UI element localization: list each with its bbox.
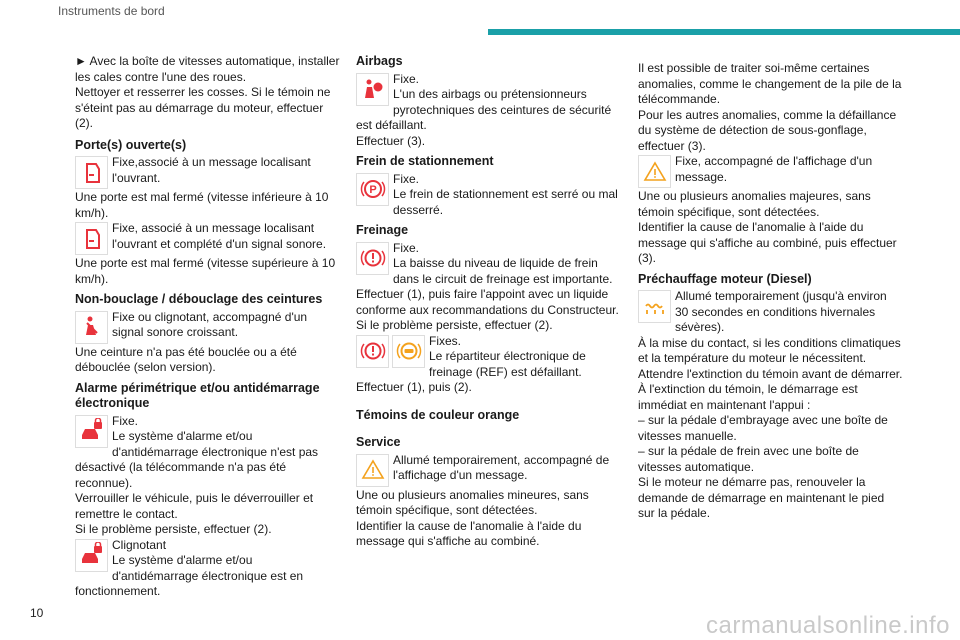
- doors-item-a: Fixe,associé à un message localisant l'ouvrant.: [75, 155, 340, 190]
- column-2: Airbags Fixe. L'un des airbags ou prétensionneurs pyrotechniques des ceintures de sécurité est défaillant. Effectuer (3). Frein de stationnement P Fixe. Le frein de stationnement est serré ou mal desserré. Freinage Fixe. La baisse du niveau de liquide de frein dans le circuit de freinage est importante. Effectuer (1), puis faire l'appoint avec un liquide conforme aux recommandations du Constructeur. Si le problème persiste, effectuer (2). Fixes. Le répartiteur électronique de freinage (REF) est défaillant. Effectuer (1), puis (2). Témoins de couleur orange Service Allumé temporairement, accompagné de l'affichage d'un message. Une ou plusieurs anomalies mineures, sans témoin spécifique, sont détectées. Identifier la cause de l'anomalie à l'aide du message qui s'affiche au combiné.: [356, 54, 621, 550]
- column-1: ► Avec la boîte de vitesses automatique, installer les cales contre l'une des roues. Nettoyer et resserrer les cosses. Si le témoin ne s'éteint pas au démarrage du moteur, effectuer (2). Porte(s) ouverte(s) Fixe,associé à un message localisant l'ouvrant. Une porte est mal fermé (vitesse inférieure à 10 km/h). Fixe, associé à un message localisant l'ouvrant et complété d'un signal sonore. Une porte est mal fermé (vitesse supérieure à 10 km/h). Non-bouclage / débouclage des ceintures Fixe ou clignotant, accompagné d'un signal sonore croissant. Une ceinture n'a pas été bouclée ou a été débouclée (selon version). Alarme périmétrique et/ou antidémarrage électronique Fixe. Le système d'alarme et/ou d'antidémarrage électronique n'est pas désactivé (la télécommande n'a pas été reconnue). Verrouiller le véhicule, puis le déverrouiller et remettre le contact. Si le problème persiste, effectuer (2). Clignotant Le système d'alarme et/ou d'antidémarrage électronique est en fonctionnement.: [75, 54, 340, 598]
- column-3: Il est possible de traiter soi-même certaines anomalies, comme le changement de la pile de la télécommande. Pour les autres anomalies, comme la défaillance du système de détection de sous-gonflage, effectuer (3). Fixe, accompagné de l'affichage d'un message. Une ou plusieurs anomalies majeures, sans témoin spécifique, sont détectées. Identifier la cause de l'anomalie à l'aide du message qui s'affiche au combiné, puis effectuer (3). Préchauffage moteur (Diesel) Allumé temporairement (jusqu'à environ 30 secondes en conditions hivernales sévères). À la mise du contact, si les conditions climatiques et la température du moteur le nécessitent. Attendre l'extinction du témoin avant de démarrer. À l'extinction du témoin, le démarrage est immédiat en maintenant l'appui : – sur la pédale d'embrayage avec une boîte de vitesses manuelle. – sur la pédale de frein avec une boîte de vitesses automatique. Si le moteur ne démarre pas, renouveler la demande de démarrage en maintenant le pied sur la pédale.: [638, 61, 903, 520]
- airbag-icon: [356, 73, 389, 106]
- parking-brake-item: P Fixe. Le frein de stationnement est serré ou mal desserré.: [356, 172, 621, 219]
- alarm-car-lock-icon: [75, 415, 108, 448]
- major-warning-item: Fixe, accompagné de l'affichage d'un message.: [638, 154, 903, 189]
- svg-text:P: P: [368, 184, 377, 196]
- page-number: 10: [30, 606, 44, 620]
- alarm-item-b: Clignotant Le système d'alarme et/ou d'antidémarrage électronique est en fonctionnement.: [75, 537, 304, 598]
- airbags-heading: Airbags: [356, 54, 403, 68]
- intro-paragraph-2: Nettoyer et resserrer les cosses. Si le témoin ne s'éteint pas au démarrage du moteur, effectuer (2).: [75, 85, 331, 130]
- ref-item: Fixes. Le répartiteur électronique de freinage (REF) est défaillant.: [356, 334, 621, 381]
- belts-item: Fixe ou clignotant, accompagné d'un signal sonore croissant.: [75, 310, 340, 345]
- alarm-item-a: Fixe. Le système d'alarme et/ou d'antidémarrage électronique n'est pas désactivé (la télécommande n'a pas été reconnue).: [75, 413, 319, 490]
- airbags-item: Fixe. L'un des airbags ou prétensionneurs pyrotechniques des ceintures de sécurité est défaillant.: [356, 71, 612, 132]
- braking-item: Fixe. La baisse du niveau de liquide de frein dans le circuit de freinage est importante.: [356, 241, 621, 288]
- alarm-car-lock-icon: [75, 539, 108, 572]
- parking-brake-icon: [356, 173, 389, 206]
- brake-warning-icon: [356, 335, 389, 368]
- alarm-heading: Alarme périmétrique et/ou antidémarrage électronique: [75, 380, 320, 410]
- brake-warning-icon: [356, 242, 389, 275]
- seatbelt-icon: [75, 311, 108, 344]
- warning-triangle-icon: [356, 454, 389, 487]
- belts-heading: Non-bouclage / débouclage des ceintures: [75, 292, 323, 306]
- parking-brake-heading: Frein de stationnement: [356, 154, 494, 168]
- preheat-heading: Préchauffage moteur (Diesel): [638, 271, 812, 286]
- header-accent-bar: [488, 29, 960, 35]
- door-open-icon: [75, 156, 108, 189]
- doors-heading: Porte(s) ouverte(s): [75, 137, 187, 152]
- service-heading: Service: [356, 435, 401, 449]
- braking-heading: Freinage: [356, 223, 409, 237]
- service-item: Allumé temporairement, accompagné de l'affichage d'un message.: [356, 453, 621, 488]
- abs-warning-icon: [392, 335, 425, 368]
- glow-plug-icon: [638, 290, 671, 323]
- orange-lamps-heading: Témoins de couleur orange: [356, 407, 520, 422]
- header-title: Instruments de bord: [58, 4, 165, 18]
- intro-paragraph-1: ► Avec la boîte de vitesses automatique, installer les cales contre l'une des roues.: [75, 54, 340, 84]
- preheat-item: Allumé temporairement (jusqu'à environ 30 secondes en conditions hivernales sévères).: [638, 289, 903, 336]
- warning-triangle-icon: [638, 155, 671, 188]
- door-open-icon: [75, 222, 108, 255]
- doors-item-b: Fixe, associé à un message localisant l'ouvrant et complété d'un signal sonore.: [75, 221, 340, 256]
- watermark: carmanualsonline.info: [706, 612, 950, 639]
